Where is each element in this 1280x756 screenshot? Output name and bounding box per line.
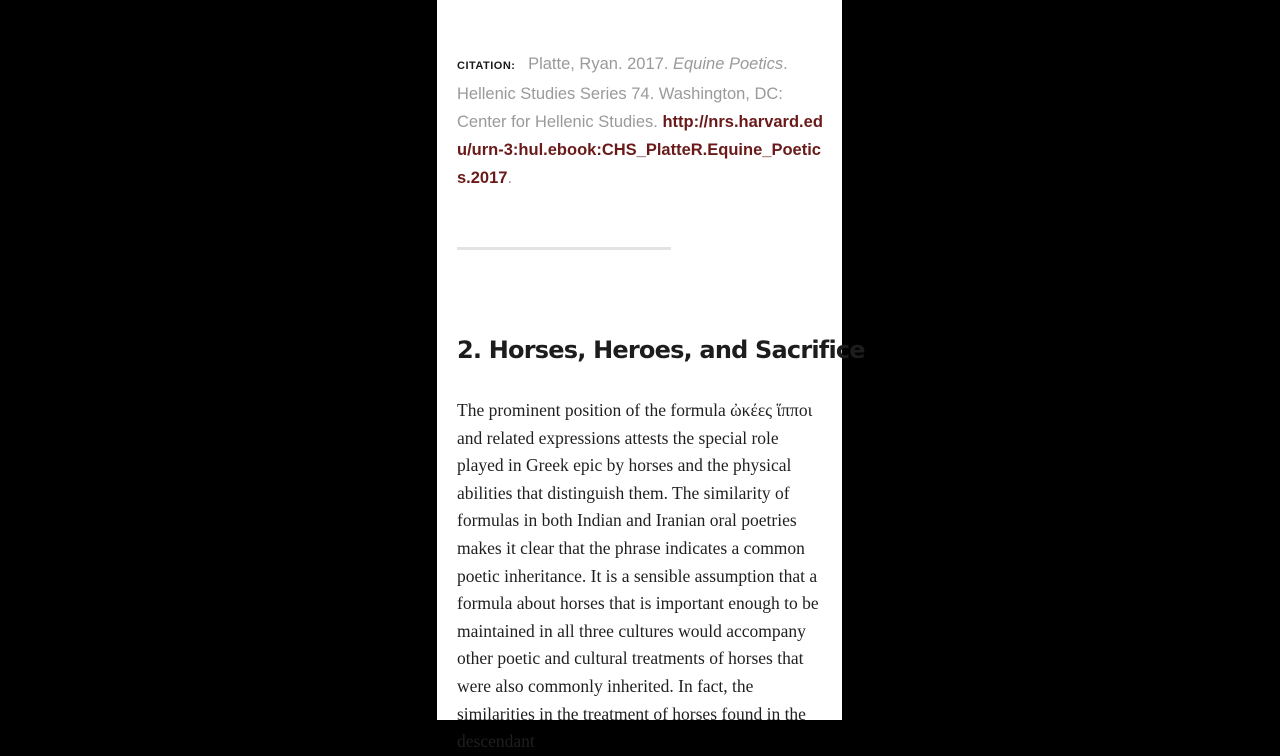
document-page xyxy=(437,0,865,752)
citation-link[interactable]: http://nrs.harvard.edu/urn-3:hul.ebook:CHS_PlatteR.Equine_Poetics.2017 xyxy=(457,113,823,187)
citation-label: CITATION: xyxy=(457,60,516,72)
citation-authors-year: Platte, Ryan. 2017. xyxy=(528,55,669,73)
body-paragraph: The prominent position of the formula ὠκέες ἵπποι and related expressions attests the special role played in Greek epic by horses and the physical abilities that distinguish them. The similarity of formulas in both Indian and Iranian oral poetries makes it clear that the phrase indicates a common poetic inheritance. It is a sensible assumption that a formula about horses that is important enough to be maintained in all three cultures would accompany other poetic and cultural treatments of horses that were also commonly inherited. In fact, the similarities in the treatment of horses found in the descendant xyxy=(457,400,819,752)
citation-trailing-period: . xyxy=(507,169,513,187)
section-heading: 2. Horses, Heroes, and Sacrifice xyxy=(457,336,865,364)
citation-publication-details: . Hellenic Studies Series 74. Washington, DC: Center for Hellenic Studies. xyxy=(457,55,788,131)
section-divider xyxy=(457,247,671,250)
citation-book-title: Equine Poetics xyxy=(673,55,784,73)
citation-block xyxy=(457,50,825,192)
